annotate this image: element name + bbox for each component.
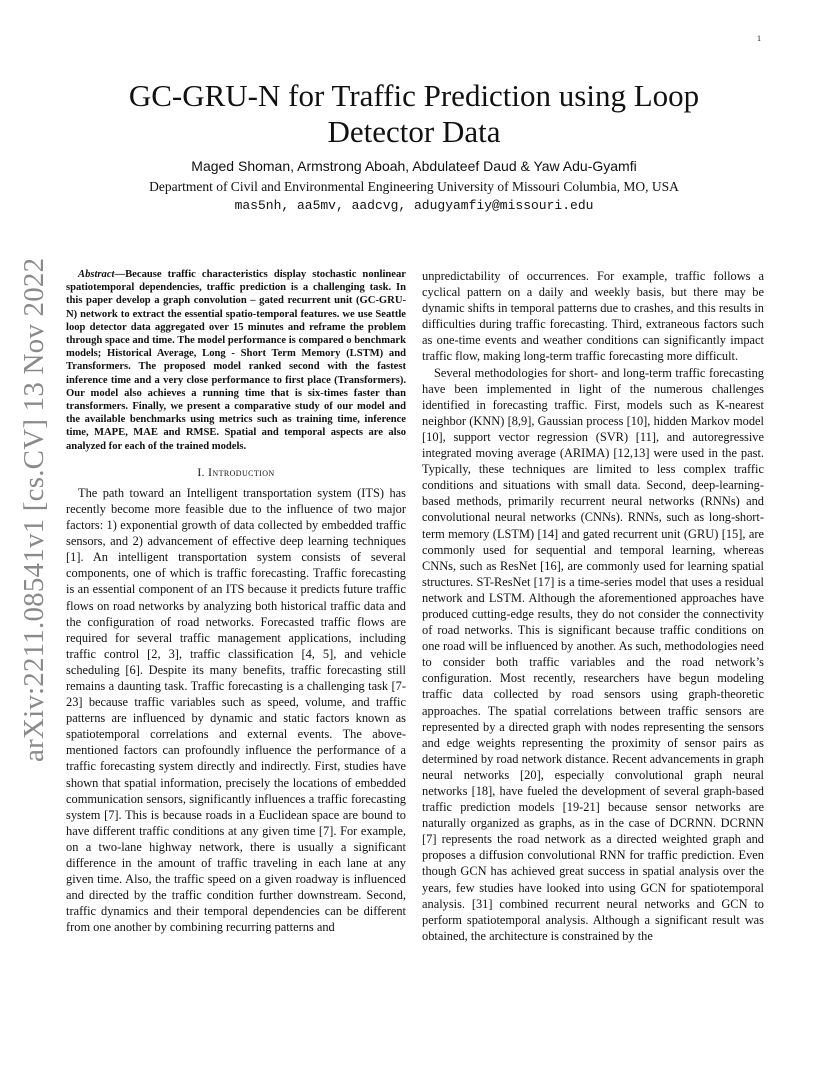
- intro-paragraph: The path toward an Intelligent transportation system (ITS) has recently become more feasible due to the influence of two major factors: 1) exponential growth of data collected by embedded traffic sensors, and 2) advancement of effective deep learning techniques [1]. An intelligent transportation system consists of several components, one of which is traffic forecasting. Traffic forecasting is an essential component of an ITS because it predicts future traffic flows on road networks by analyzing both historical traffic data and the configuration of road networks. Forecasted traffic flows are required for several traffic management applications, including traffic control [2, 3], traffic classification [4, 5], and vehicle scheduling [6]. Despite its many benefits, traffic forecasting still remains a daunting task. Traffic forecasting is a challenging task [7-23] because traffic variables such as speed, volume, and traffic patterns are influenced by dynamic and static factors known as spatiotemporal correlations and external events. The above-mentioned factors can profoundly influence the performance of a traffic forecasting system directly and indirectly. First, studies have shown that spatial information, precisely the locations of embedded communication sensors, significantly influences a traffic forecasting system [7]. This is because roads in a Euclidean space are bound to have different traffic conditions at any given time [7]. For example, on a two-lane highway network, there is usually a significant difference in the amount of traffic traveling in each lane at any given time. Also, the traffic speed on a given roadway is influenced and directed by the traffic condition further downstream. Second, traffic dynamics and their temporal dependencies can be different from one another by combining recurring patterns and: [66, 485, 406, 935]
- body-paragraph-continued: unpredictability of occurrences. For example, traffic follows a cyclical pattern on a daily and weekly basis, but there may be dynamic shifts in temporal patterns due to crashes, and this results in difficulties during traffic forecasting. Third, extraneous factors such as one-time events and weather conditions can significantly impact traffic flow, making long-term traffic forecasting more difficult.: [422, 269, 764, 364]
- affiliation: Department of Civil and Environmental Engineering University of Missouri Columbia, MO, USA: [149, 179, 679, 194]
- abstract-text: —Because traffic characteristics display stochastic nonlinear spatiotemporal dependencies, traffic prediction is a challenging task. In this paper develop a graph convolution – gated recurrent unit (GC-GRU-N) network to extract the essential spatio-temporal features. we use Seattle loop detector data aggregated over 15 minutes and reframe the problem through space and time. The model performance is compared o benchmark models; Historical Average, Long - Short Term Memory (LSTM) and Transformers. The proposed model ranked second with the fastest inference time and a very close performance to first place (Transformers). Our model also achieves a running time that is six-times faster than transformers. Finally, we present a comparative study of our model and the available benchmarks using metrics such as training time, inference time, MAPE, MAE and RMSE. Spatial and temporal aspects are also analyzed for each of the trained models.: [66, 269, 406, 452]
- right-column: [422, 268, 764, 944]
- author-emails: mas5nh, aa5mv, aadcvg, adugyamfiy@missouri.edu: [234, 198, 594, 213]
- arxiv-identifier: arXiv:2211.08541v1 [cs.CV] 13 Nov 2022: [18, 257, 50, 762]
- left-column: [66, 268, 406, 935]
- abstract: [66, 268, 406, 453]
- section-heading-introduction: I. Introduction: [197, 466, 275, 479]
- paper-title: GC-GRU-N for Traffic Prediction using Loop Detector Data: [128, 78, 700, 149]
- abstract-label: Abstract: [78, 269, 115, 280]
- body-paragraph: Several methodologies for short- and long-term traffic forecasting have been implemented in light of the numerous challenges identified in forecasting traffic. First, models such as K-nearest neighbor (KNN) [8,9], Gaussian process [10], hidden Markov model [10], support vector regression (SVR) [11], and autoregressive integrated moving average (ARIMA) [12,13] were used in the past. Typically, these techniques are limited to less complex traffic conditions and situations with small data. Second, deep-learning-based methods, primarily recurrent neural networks (RNNs) and convolutional neural networks (CNNs). RNNs, such as long-short-term memory (LSTM) [14] and gated recurrent unit (GRU) [15], are commonly used for sequential and temporal learning, whereas CNNs, such as ResNet [16], are commonly used for learning spatial structures. ST-ResNet [17] is a time-series model that uses a residual network and LSTM. Although the aforementioned approaches have produced cutting-edge results, they do not consider the connectivity of road networks. This is significant because traffic conditions on one road will be influenced by another. As such, methodologies need to consider both traffic variables and the road network’s configuration. Most recently, researchers have begun modeling traffic data collected by road sensors using graph-theoretic approaches. The spatial correlations between traffic sensors are represented by a directed graph with nodes representing the sensors and edge weights representing the proximity of sensor pairs as determined by road network distance. Recent advancements in graph neural networks [20], especially convolutional graph neural networks [18], have fueled the development of several graph-based traffic prediction models [19-21] because sensor networks are naturally organized as graphs, as in the case of DCRNN. DCRNN [7] represents the road network as a directed weighted graph and proposes a diffusion convolutional RNN for traffic prediction. Even though GCN has achieved great success in spatial analysis over the years, few studies have looked into using GCN for spatiotemporal analysis. [31] combined recurrent neural networks and GCN to perform spatiotemporal analysis. Although a significant result was obtained, the architecture is constrained by the: [422, 365, 764, 943]
- page-number: 1: [757, 34, 761, 43]
- author-list: Maged Shoman, Armstrong Aboah, Abdulateef Daud & Yaw Adu-Gyamfi: [191, 158, 637, 174]
